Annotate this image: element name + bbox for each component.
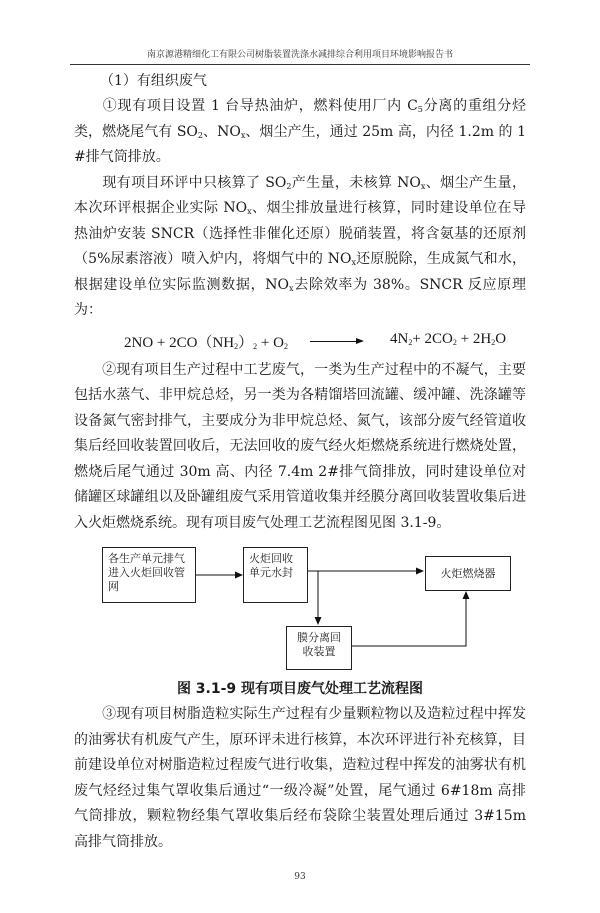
edge-membrane-to-burner — [352, 592, 466, 646]
text: + O — [257, 334, 284, 351]
paragraph-1 — [74, 94, 526, 171]
text: 产生量，未核算 NO — [291, 174, 421, 191]
node-water-seal: 火炬回收单元水封 — [243, 547, 308, 603]
paragraph-2 — [74, 171, 526, 324]
text: 4N — [390, 330, 409, 347]
subscript: x — [240, 130, 246, 140]
text: ①现有项目设置 1 台导热油炉，燃料使用厂内 C — [102, 98, 418, 114]
text: 、烟尘产生量，本次环评根据企业实际 NO — [74, 174, 526, 216]
subscript: x — [351, 258, 356, 267]
text: 分离的重组分烃类，燃烧尾气有 SO — [74, 98, 527, 140]
subscript: x — [247, 207, 252, 216]
subscript: 2 — [408, 337, 413, 347]
reaction-arrow-icon — [310, 341, 362, 342]
text: ） — [238, 334, 254, 351]
node-source: 各生产单元排气进入火炬回收管网 — [102, 547, 196, 603]
subscript: 2 — [253, 341, 258, 351]
figure-caption: 图 3.1-9 现有项目废气处理工艺流程图 — [176, 681, 424, 697]
text: 现有项目环评中只核算了 SO — [102, 174, 287, 191]
page-header — [0, 49, 600, 65]
section-heading: （1）有组织废气 — [100, 73, 207, 89]
subscript: 2 — [197, 130, 203, 140]
equation-reactants — [124, 331, 288, 352]
text: + 2H — [456, 330, 492, 347]
subscript: 2 — [234, 341, 239, 351]
subscript: 2 — [452, 337, 457, 347]
text: 、烟尘排放量进行核算，同时建设单位在导热油炉安装 SNCR（选择性非催化还原）脱硝装置，将含氨基的还原剂（5%尿素溶液）喷入炉内，将烟气中的 NO — [74, 200, 526, 267]
equation-products — [390, 331, 506, 348]
text: O — [495, 330, 507, 347]
header-title: 南京源港精细化工有限公司树脂装置洗涤水减排综合利用项目环境影响报告书 — [146, 50, 453, 60]
page-number: 93 — [294, 872, 306, 882]
text: 、NO — [202, 123, 241, 140]
paragraph-3 — [74, 358, 526, 537]
body-column — [74, 69, 526, 855]
header-divider — [70, 64, 530, 65]
subscript: x — [420, 181, 426, 191]
subscript: x — [289, 283, 294, 293]
subscript: 2 — [286, 181, 292, 191]
flowchart — [100, 542, 512, 674]
text: 去除效率为 38%。SNCR 反应原理为： — [74, 276, 526, 318]
sncr-equation — [124, 326, 524, 356]
subscript: 5 — [417, 105, 423, 114]
text: 2NO + 2CO（NH — [124, 334, 235, 351]
paragraph-4 — [74, 702, 526, 855]
subscript: 2 — [491, 337, 496, 347]
text: 还原脱除，生成氮气和水，根据建设单位实际监测数据，NO — [74, 251, 527, 293]
text: ③现有项目树脂造粒实际生产过程有少量颗粒物以及造粒过程中挥发的油雾状有机废气产生，原环评未进行核算，本次环评进行补充核算，目前建设单位对树脂造粒过程废气进行收集，造粒过程中挥发的油雾状有机废气烃经过集气罩收集后通过“一级冷凝”处置，尾气通过 6#18m 高排气筒排放，颗粒物经集气罩收集后经布袋除尘装置处理后通过 3#15m 高排气筒排放。 — [74, 706, 526, 850]
text: 、烟尘产生，通过 25m 高，内径 1.2m 的 1#排气筒排放。 — [74, 123, 526, 165]
text: ②现有项目生产过程中工艺废气，一类为生产过程中的不凝气，主要包括水蒸气、非甲烷总烃，另一类为各精馏塔回流罐、缓冲罐、洗涤罐等设备氮气密封排气，主要成分为非甲烷总烃、氮气，该部分废气经管道收集后经回收装置回收后，无法回收的废气经火炬燃烧系统进行燃烧处置，燃烧后尾气通过 30m 高、内径 7.4m 2#排气筒排放，同时建设单位对储罐区球罐组以及卧罐组废气采用管道收集并经膜分离回收装置收集后进入火炬燃烧系统。现有项目废气处理工艺流程图见图 3.1-9。 — [74, 361, 526, 531]
node-membrane: 膜分离回收装置 — [286, 626, 352, 670]
subscript: 2 — [283, 341, 288, 351]
node-burner: 火炬燃烧器 — [425, 556, 511, 591]
text: + 2CO — [412, 330, 453, 347]
